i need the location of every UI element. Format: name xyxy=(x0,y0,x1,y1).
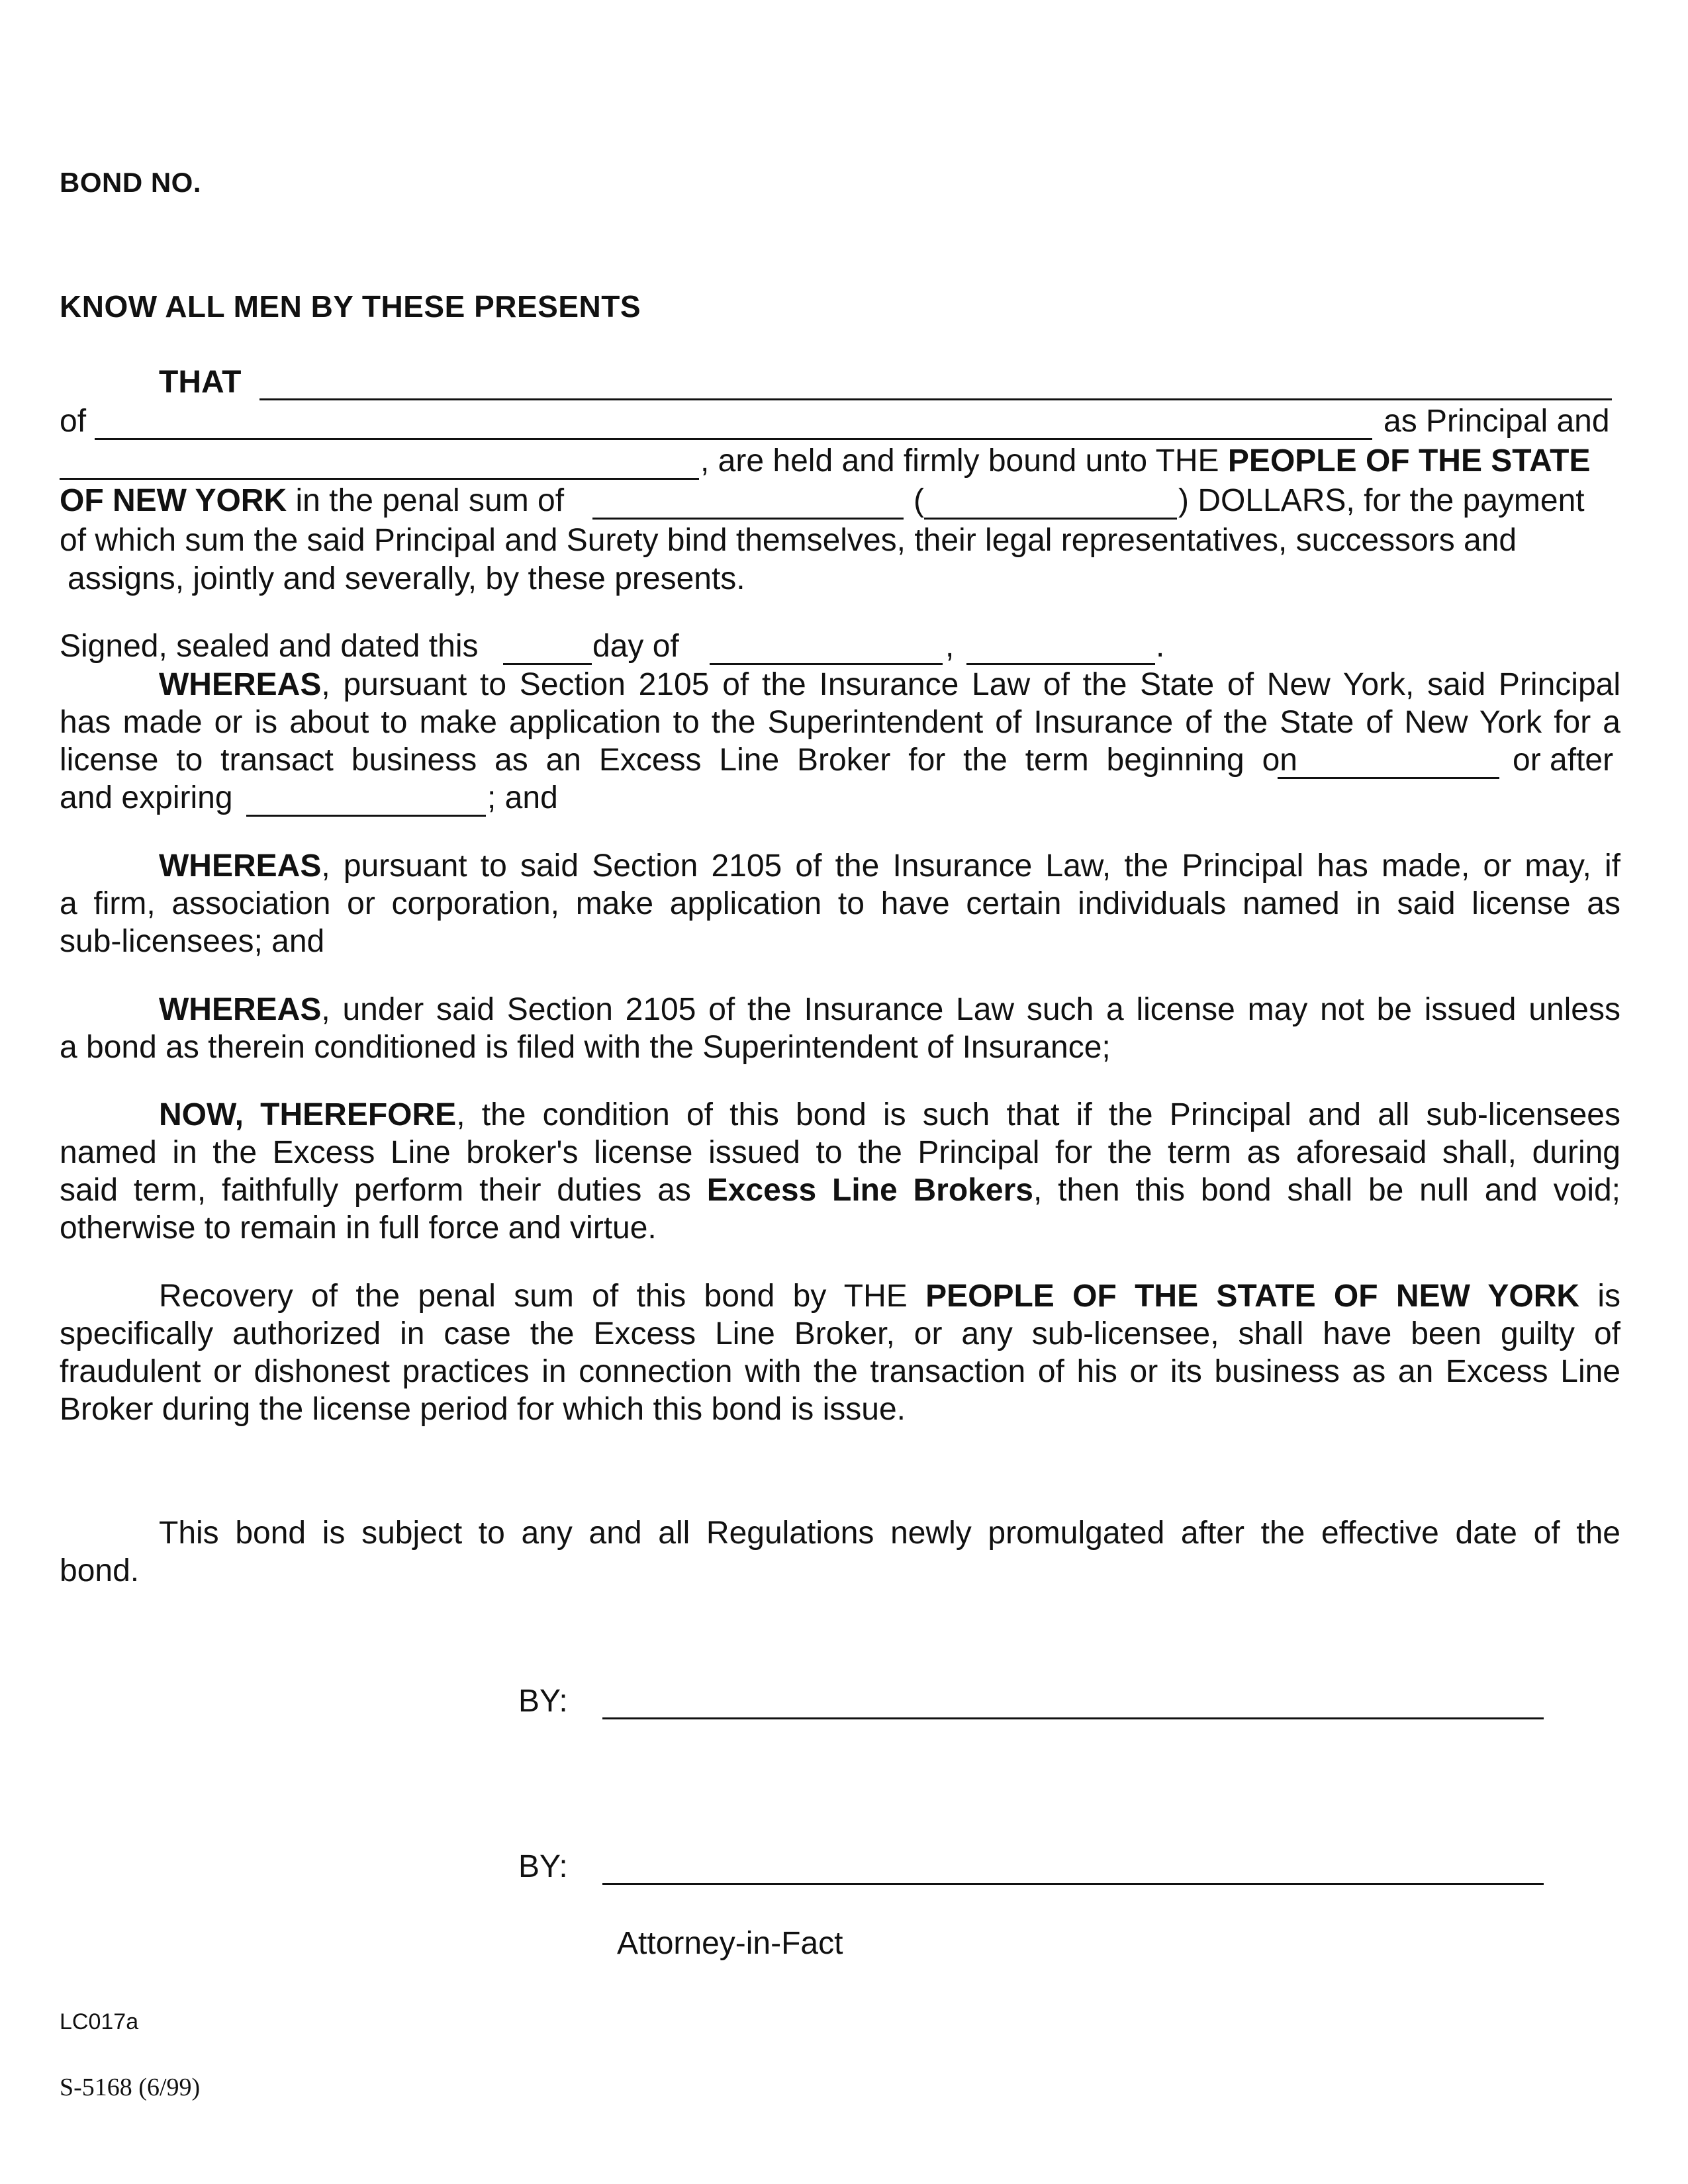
principal-address-field[interactable] xyxy=(95,438,1372,440)
penal-sum-words-field[interactable] xyxy=(592,518,904,520)
subject-line1: This bond is subject to any and all Regulations newly promulgated after the effective date of the xyxy=(159,1516,1620,1551)
of-new-york-text: OF NEW YORK xyxy=(60,483,287,518)
now-therefore-line1-text: , the condition of this bond is such that if the Principal and all sub-licensees xyxy=(456,1097,1621,1132)
day-field[interactable] xyxy=(503,663,592,665)
recovery-line3: fraudulent or dishonest practices in connection with the transaction of his or its business as an Excess Line xyxy=(60,1354,1620,1389)
penal-sum-amount-field[interactable] xyxy=(924,518,1177,520)
year-field[interactable] xyxy=(966,663,1155,665)
now-therefore-line3a: said term, faithfully perform their duties as xyxy=(60,1173,707,1208)
whereas2-line2: a firm, association or corporation, make application to have certain individuals named in said license as xyxy=(60,886,1620,921)
intro-line-4: of which sum the said Principal and Surety bind themselves, their legal representatives, successors and xyxy=(60,523,1517,558)
signature-line-2[interactable] xyxy=(602,1883,1544,1885)
held-bound-line xyxy=(700,442,1591,480)
subject-line2: bond. xyxy=(60,1553,140,1588)
recovery-people-text: PEOPLE OF THE STATE OF NEW YORK xyxy=(925,1279,1580,1314)
whereas3-lead: WHEREAS xyxy=(159,992,322,1027)
whereas1-line2: has made or is about to make application to the Superintendent of Insurance of the State of New York for a xyxy=(60,705,1620,740)
signed-sealed-text: Signed, sealed and dated this xyxy=(60,629,479,664)
principal-name-field[interactable] xyxy=(259,398,1612,400)
period-text: . xyxy=(1156,629,1165,664)
recovery-line1 xyxy=(159,1277,1620,1316)
penal-sum-line xyxy=(60,482,564,520)
by-label-1: BY: xyxy=(518,1684,568,1719)
now-therefore-line4: otherwise to remain in full force and virtue. xyxy=(60,1210,657,1246)
that-label: THAT xyxy=(159,365,242,400)
penal-sum-text: in the penal sum of xyxy=(287,483,565,518)
whereas3-line1-text: , under said Section 2105 of the Insurance Law such a license may not be issued unless xyxy=(321,992,1620,1027)
dollars-payment-text: ) DOLLARS, for the payment xyxy=(1178,483,1585,518)
now-therefore-lead: NOW, THEREFORE xyxy=(159,1097,457,1132)
whereas1-line3b: or after xyxy=(1513,743,1614,778)
paren-open: ( xyxy=(914,483,924,518)
whereas1-line1 xyxy=(159,666,1620,704)
surety-name-field[interactable] xyxy=(60,478,699,480)
form-number: S-5168 (6/99) xyxy=(60,2073,201,2101)
comma-text: , xyxy=(945,629,955,664)
recovery-line2: specifically authorized in case the Excess Line Broker, or any sub-licensee, shall have been guilty of xyxy=(60,1316,1620,1351)
recovery-line4: Broker during the license period for which this bond is issue. xyxy=(60,1392,906,1427)
bond-number-label: BOND NO. xyxy=(60,167,201,198)
now-therefore-line3 xyxy=(60,1171,1620,1210)
attorney-in-fact-label: Attorney-in-Fact xyxy=(617,1926,843,1961)
of-label: of xyxy=(60,404,87,439)
month-field[interactable] xyxy=(710,663,943,665)
whereas1-line3a: license to transact business as an Excess Line Broker for the term beginning on xyxy=(60,743,1297,778)
whereas2-line1 xyxy=(159,847,1620,886)
day-of-text: day of xyxy=(592,629,679,664)
now-therefore-line3b: , then this bond shall be null and void; xyxy=(1033,1173,1621,1208)
form-code: LC017a xyxy=(60,2009,139,2034)
now-therefore-line1 xyxy=(159,1096,1620,1134)
term-beginning-field[interactable] xyxy=(1278,777,1499,779)
whereas1-lead: WHEREAS xyxy=(159,667,322,702)
whereas3-line2: a bond as therein conditioned is filed with the Superintendent of Insurance; xyxy=(60,1030,1111,1065)
whereas2-line1-text: , pursuant to said Section 2105 of the Insurance Law, the Principal has made, or may, if xyxy=(321,848,1620,884)
recovery-line1b: is xyxy=(1579,1279,1621,1314)
whereas2-lead: WHEREAS xyxy=(159,848,322,884)
as-principal-and-text: as Principal and xyxy=(1383,404,1610,439)
intro-line-5: assigns, jointly and severally, by these presents. xyxy=(68,561,745,596)
signature-line-1[interactable] xyxy=(602,1717,1544,1719)
recovery-line1a: Recovery of the penal sum of this bond by THE xyxy=(159,1279,926,1314)
now-therefore-line2: named in the Excess Line broker's license issued to the Principal for the term as aforesaid shall, during xyxy=(60,1135,1620,1170)
whereas1-line4a: and expiring xyxy=(60,780,233,815)
whereas1-line4b: ; and xyxy=(487,780,558,815)
excess-line-brokers-text: Excess Line Brokers xyxy=(706,1173,1033,1208)
know-all-men-heading: KNOW ALL MEN BY THESE PRESENTS xyxy=(60,289,641,324)
people-of-state-text: PEOPLE OF THE STATE xyxy=(1227,443,1591,478)
whereas3-line1 xyxy=(159,991,1620,1029)
term-expiring-field[interactable] xyxy=(246,815,486,817)
held-bound-text: , are held and firmly bound unto THE xyxy=(700,443,1228,478)
whereas1-line1-text: , pursuant to Section 2105 of the Insurance Law of the State of New York, said Principal xyxy=(321,667,1620,702)
whereas2-line3: sub-licensees; and xyxy=(60,924,325,959)
by-label-2: BY: xyxy=(518,1849,568,1884)
